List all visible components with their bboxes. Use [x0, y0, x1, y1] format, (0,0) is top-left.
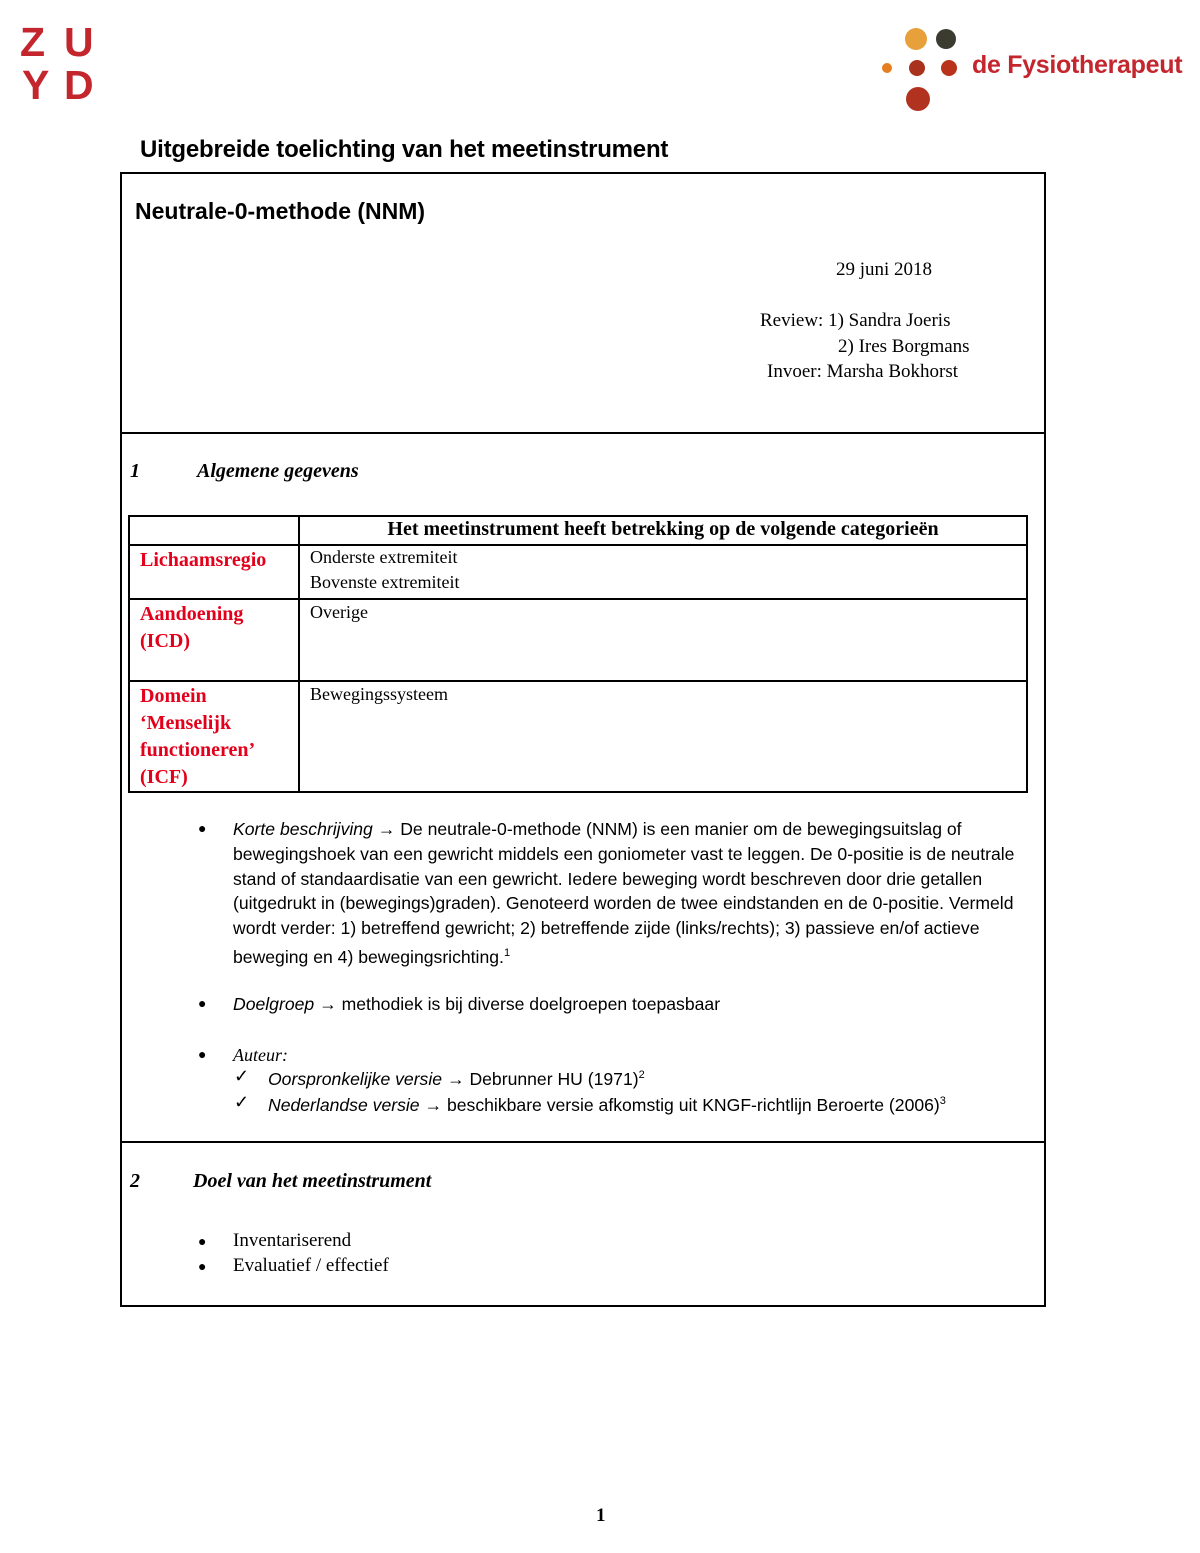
- document-date: 29 juni 2018: [836, 259, 933, 280]
- arrow-icon: →: [377, 819, 396, 839]
- review-line-2: 2) Ires Borgmans: [838, 336, 970, 357]
- logo-dot: [936, 29, 956, 49]
- ned-label: Nederlandse versie: [268, 1095, 420, 1115]
- fysiotherapeut-logo: [878, 22, 1190, 117]
- check-icon: ✓: [234, 1092, 250, 1112]
- instrument-title: Neutrale-0-methode (NNM): [135, 198, 426, 224]
- category-label: Aandoening (ICD): [140, 603, 244, 652]
- table-divider: [298, 517, 300, 791]
- purpose-item: Inventariserend: [233, 1230, 352, 1251]
- category-value: Onderste extremiteit: [310, 547, 458, 567]
- logo-letter-y: Y: [22, 62, 50, 108]
- section-1-number: 1: [130, 460, 140, 482]
- section-divider: [120, 1141, 1046, 1143]
- logo-letter-d: D: [64, 62, 94, 108]
- logo-dot: [906, 87, 930, 111]
- category-label: Domein ‘Menselijk functioneren’ (ICF): [140, 685, 254, 788]
- footnote-ref: 1: [503, 946, 511, 959]
- category-value: Overige: [310, 602, 368, 622]
- footnote-ref: 3: [939, 1095, 946, 1108]
- doelgroep: [233, 992, 1043, 1017]
- auteur-label: Auteur:: [233, 1045, 288, 1065]
- bullet-icon: ●: [198, 1048, 207, 1063]
- doelgroep-label: Doelgroep: [233, 994, 315, 1014]
- doelgroep-text: methodiek is bij diverse doelgroepen toepasbaar: [341, 994, 721, 1014]
- category-value: Bewegingssysteem: [310, 684, 448, 704]
- original-version: [268, 1069, 645, 1090]
- bullet-icon: ●: [198, 1260, 207, 1275]
- logo-text: de Fysiotherapeut: [972, 51, 1183, 79]
- korte-beschrijving: [233, 817, 1043, 970]
- table-row-divider: [130, 598, 1026, 600]
- orig-text: Debrunner HU (1971): [469, 1069, 639, 1089]
- section-2-title: Doel van het meetinstrument: [193, 1170, 432, 1192]
- bullet-icon: ●: [198, 822, 207, 837]
- check-icon: ✓: [234, 1066, 250, 1086]
- logo-letter-z: Z: [20, 19, 46, 65]
- review-line-1: Review: 1) Sandra Joeris: [760, 310, 951, 331]
- category-value: Bovenste extremiteit: [310, 572, 460, 592]
- dutch-version: [268, 1095, 946, 1116]
- logo-dot: [909, 60, 925, 76]
- purpose-item: Evaluatief / effectief: [233, 1255, 389, 1276]
- bullet-icon: ●: [198, 1235, 207, 1250]
- orig-label: Oorspronkelijke versie: [268, 1069, 443, 1089]
- arrow-icon: →: [446, 1069, 465, 1089]
- bullet-icon: ●: [198, 997, 207, 1012]
- table-row-divider: [130, 544, 1026, 546]
- logo-dot: [905, 28, 927, 50]
- table-header: Het meetinstrument heeft betrekking op de volgende categorieën: [387, 518, 939, 540]
- invoer-line: Invoer: Marsha Bokhorst: [767, 361, 959, 382]
- footnote-ref: 2: [638, 1069, 645, 1082]
- korte-label: Korte beschrijving: [233, 819, 373, 839]
- section-divider: [120, 432, 1046, 434]
- logo-dot: [941, 60, 957, 76]
- page-number: 1: [596, 1505, 606, 1526]
- auteur: [233, 1043, 1043, 1068]
- category-label: Lichaamsregio: [140, 549, 267, 571]
- section-1-title: Algemene gegevens: [197, 460, 359, 482]
- logo-dot: [882, 63, 892, 73]
- arrow-icon: →: [424, 1095, 443, 1115]
- logo-letter-u: U: [64, 19, 94, 65]
- table-row-divider: [130, 680, 1026, 682]
- arrow-icon: →: [319, 994, 337, 1014]
- zuyd-logo: [20, 19, 100, 108]
- ned-text: beschikbare versie afkomstig uit KNGF-richtlijn Beroerte (2006): [446, 1095, 940, 1115]
- document-heading: Uitgebreide toelichting van het meetinstrument: [140, 136, 669, 163]
- section-2-number: 2: [130, 1170, 140, 1192]
- korte-text: De neutrale-0-methode (NNM) is een manier om de bewegingsuitslag of bewegingshoek van een gewricht middels een goniometer vast te leggen. De 0-positie is de neutrale stand of standaardisatie van een gewricht. Iedere beweging wordt beschreven door drie getallen (uitgedrukt in (bewegings)graden). Genoteerd worden de twee eindstanden en de 0-positie. Vermeld wordt verder: 1) betreffend gewricht; 2) betreffende zijde (links/rechts); 3) passieve en/of actieve beweging en 4) bewegingsrichting.: [233, 819, 1015, 967]
- category-table: [128, 515, 1028, 793]
